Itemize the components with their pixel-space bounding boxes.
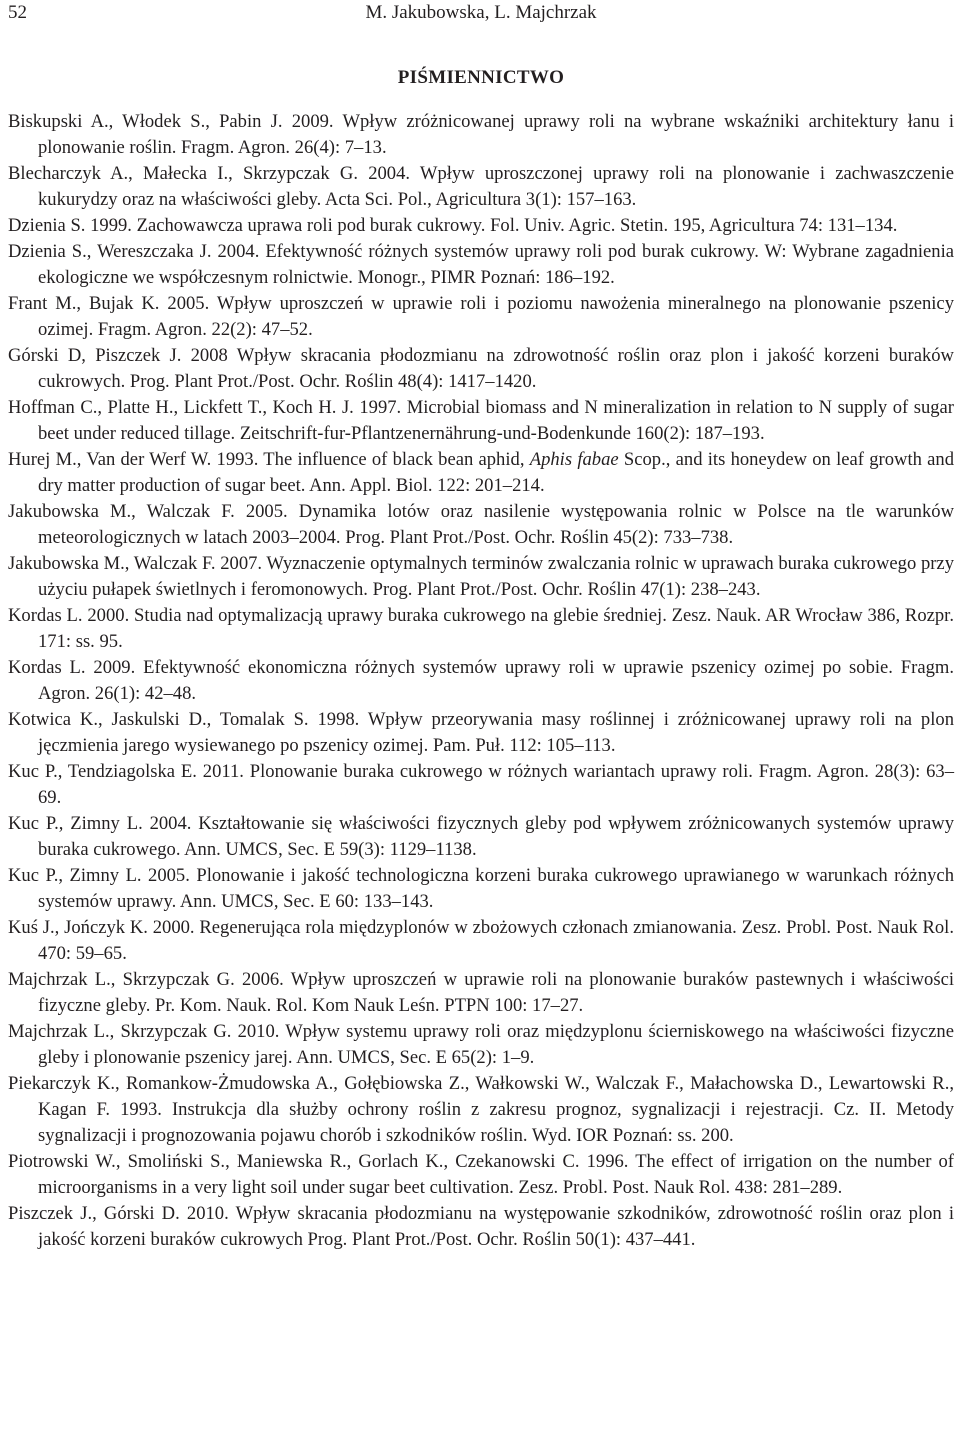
reference-text: Jakubowska M., Walczak F. 2005. Dynamika lotów oraz nasilenie występowania rolnic w Polsce na tle warunków meteorologicznych w latach 2003–2004. Prog. Plant Prot./Post. Ochr. Roślin 45(2): 733–738. [8,501,954,548]
reference-text: Kordas L. 2009. Efektywność ekonomiczna różnych systemów uprawy roli w uprawie pszenicy ozimej po sobie. Fragm. Agron. 26(1): 42–48. [8,657,954,704]
running-header-authors: M. Jakubowska, L. Majchrzak [365,2,597,23]
reference-item [8,161,954,213]
reference-item [8,291,954,343]
reference-text: Piekarczyk K., Romankow-Żmudowska A., Gołębiowska Z., Wałkowski W., Walczak F., Małachowska D., Lewartowski R., Kagan F. 1993. Instrukcja dla służby ochrony roślin z zakresu prognoz, sygnalizacji i rejestracji. Cz. II. Metody sygnalizacji i prognozowania pojawu chorób i szkodników roślin. Wyd. IOR Poznań: ss. 200. [8,1073,954,1146]
reference-text: Dzienia S., Wereszczaka J. 2004. Efektywność różnych systemów uprawy roli pod burak cukrowy. W: Wybrane zagadnienia ekologiczne we współczesnym rolnictwie. Monogr., PIMR Poznań: 186–192. [8,241,954,288]
reference-text: Kuc P., Tendziagolska E. 2011. Plonowanie buraka cukrowego w różnych wariantach uprawy roli. Fragm. Agron. 28(3): 63–69. [8,761,954,808]
page-number: 52 [8,2,27,23]
reference-text-continued: Scop., and its honeydew on leaf growth and dry matter production of sugar beet. Ann. Appl. Biol. 122: 201–214. [38,449,955,496]
reference-text: Jakubowska M., Walczak F. 2007. Wyznaczenie optymalnych terminów zwalczania rolnic w uprawach buraka cukrowego przy użyciu pułapek świetlnych i feromonowych. Prog. Plant Prot./Post. Ochr. Roślin 47(1): 238–243. [8,553,954,600]
reference-text: Hurej M., Van der Werf W. 1993. The influence of black bean aphid, [8,449,530,470]
reference-item [8,967,954,1019]
reference-text: Dzienia S. 1999. Zachowawcza uprawa roli pod burak cukrowy. Fol. Univ. Agric. Stetin. 195, Agricultura 74: 131–134. [8,215,898,236]
reference-item [8,915,954,967]
reference-item [8,1019,954,1071]
reference-text: Frant M., Bujak K. 2005. Wpływ uproszczeń w uprawie roli i poziomu nawożenia mineralnego na plonowanie pszenicy ozimej. Fragm. Agron. 22(2): 47–52. [8,293,954,340]
reference-text: Kotwica K., Jaskulski D., Tomalak S. 1998. Wpływ przeorywania masy roślinnej i zróżnicowanej uprawy roli na plon jęczmienia jarego wysiewanego po pszenicy ozimej. Pam. Puł. 112: 105–113. [8,709,954,756]
reference-item [8,213,954,239]
reference-text: Majchrzak L., Skrzypczak G. 2006. Wpływ uproszczeń w uprawie roli na plonowanie buraków pastewnych i właściwości fizyczne gleby. Pr. Kom. Nauk. Rol. Kom Nauk Leśn. PTPN 100: 17–27. [8,969,954,1016]
reference-item [8,239,954,291]
reference-item [8,811,954,863]
reference-item [8,343,954,395]
reference-text: Kuś J., Jończyk K. 2000. Regenerująca rola międzyplonów w zbożowych członach zmianowania. Zesz. Probl. Post. Nauk Rol. 470: 59–65. [8,917,954,964]
reference-item [8,603,954,655]
reference-item [8,395,954,447]
reference-species-name: Aphis fabae [529,449,619,470]
reference-text: Hoffman C., Platte H., Lickfett T., Koch H. J. 1997. Microbial biomass and N mineralization in relation to N supply of sugar beet under reduced tillage. Zeitschrift-fur-Pflantzenernährung-und-Bodenkunde 160(2): 187–193. [8,397,954,444]
reference-text: Biskupski A., Włodek S., Pabin J. 2009. Wpływ zróżnicowanej uprawy roli na wybrane wskaźniki architektury łanu i plonowanie roślin. Fragm. Agron. 26(4): 7–13. [8,111,954,158]
reference-item [8,499,954,551]
reference-text: Piotrowski W., Smoliński S., Maniewska R., Gorlach K., Czekanowski C. 1996. The effect of irrigation on the number of microorganisms in a very light soil under sugar beet cultivation. Zesz. Probl. Post. Nauk Rol. 438: 281–289. [8,1151,954,1198]
reference-item [8,1201,954,1253]
reference-text: Górski D, Piszczek J. 2008 Wpływ skracania płodozmianu na zdrowotność roślin oraz plon i jakość korzeni buraków cukrowych. Prog. Plant Prot./Post. Ochr. Roślin 48(4): 1417–1420. [8,345,954,392]
reference-item [8,447,954,499]
reference-text: Blecharczyk A., Małecka I., Skrzypczak G. 2004. Wpływ uproszczonej uprawy roli na plonowanie i zachwaszczenie kukurydzy oraz na właściwości gleby. Acta Sci. Pol., Agricultura 3(1): 157–163. [8,163,954,210]
reference-item [8,707,954,759]
reference-item [8,863,954,915]
reference-text: Piszczek J., Górski D. 2010. Wpływ skracania płodozmianu na występowanie szkodników, zdrowotność roślin oraz plon i jakość korzeni buraków cukrowych Prog. Plant Prot./Post. Ochr. Roślin 50(1): 437–441. [8,1203,954,1250]
reference-item [8,759,954,811]
reference-item [8,1071,954,1149]
reference-item [8,1149,954,1201]
reference-item [8,655,954,707]
reference-text: Majchrzak L., Skrzypczak G. 2010. Wpływ systemu uprawy roli oraz międzyplonu ścierniskowego na właściwości fizyczne gleby i plonowanie pszenicy jarej. Ann. UMCS, Sec. E 65(2): 1–9. [8,1021,954,1068]
reference-text: Kuc P., Zimny L. 2004. Kształtowanie się właściwości fizycznych gleby pod wpływem zróżnicowanych systemów uprawy buraka cukrowego. Ann. UMCS, Sec. E 59(3): 1129–1138. [8,813,954,860]
reference-item [8,109,954,161]
reference-text: Kordas L. 2000. Studia nad optymalizacją uprawy buraka cukrowego na glebie średniej. Zesz. Nauk. AR Wrocław 386, Rozpr. 171: ss. 95. [8,605,954,652]
reference-list [8,109,954,1253]
section-title: PIŚMIENNICTWO [397,67,565,88]
reference-item [8,551,954,603]
reference-text: Kuc P., Zimny L. 2005. Plonowanie i jakość technologiczna korzeni buraka cukrowego uprawianego w warunkach różnych systemów uprawy. Ann. UMCS, Sec. E 60: 133–143. [8,865,954,912]
running-header [8,0,954,31]
